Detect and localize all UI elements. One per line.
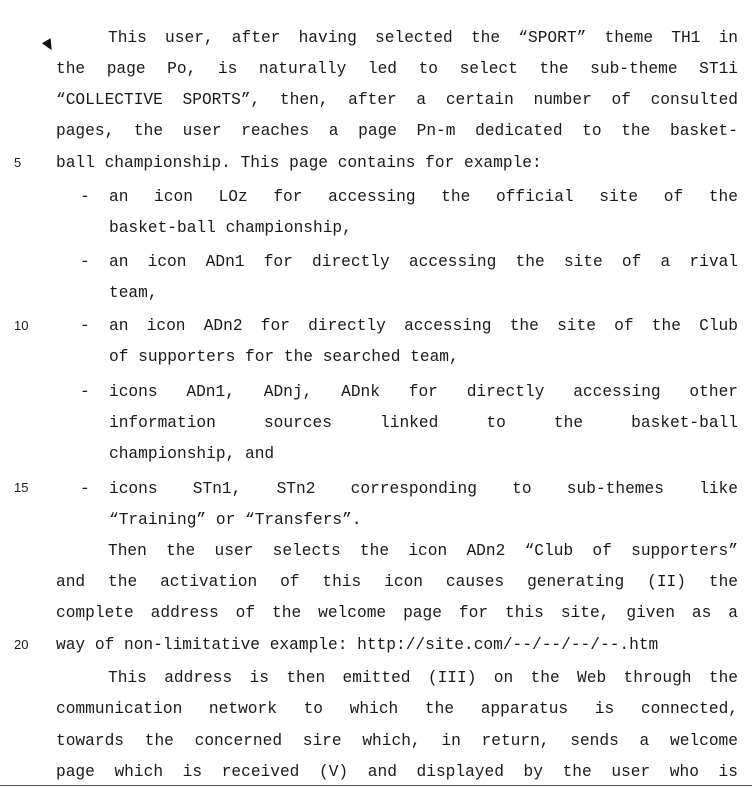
text-line: towards the concerned sire which, in return, sends a welcome	[56, 732, 738, 750]
bullet-text-line: icons ADn1, ADnj, ADnk for directly accessing other	[109, 383, 738, 401]
bullet-text-line: an icon ADn1 for directly accessing the site of a rival	[109, 253, 738, 271]
text-line: Then the user selects the icon ADn2 “Club of supporters”	[108, 542, 738, 560]
scan-speck-mark	[42, 38, 56, 53]
bullet-text-line: of supporters for the searched team,	[109, 348, 459, 366]
line-number: 15	[14, 480, 29, 495]
bullet-text-line: basket-ball championship,	[109, 219, 352, 237]
text-line: the page Po, is naturally led to select the sub-theme ST1i	[56, 60, 738, 78]
text-line: way of non-limitative example: http://site.com/--/--/--/--.htm	[56, 636, 659, 654]
line-number: 10	[14, 318, 29, 333]
bullet-text-line: “Training” or “Transfers”.	[109, 511, 362, 529]
text-line: pages, the user reaches a page Pn-m dedicated to the basket-	[56, 122, 738, 140]
page-bottom-edge	[0, 785, 752, 786]
text-line: ball championship. This page contains for example:	[56, 154, 542, 172]
bullet-text-line: championship, and	[109, 445, 275, 463]
bullet-dash: -	[80, 480, 90, 498]
text-line: “COLLECTIVE SPORTS”, then, after a certain number of consulted	[56, 91, 738, 109]
line-number: 20	[14, 637, 29, 652]
bullet-text-line: an icon ADn2 for directly accessing the site of the Club	[109, 317, 738, 335]
text-line: communication network to which the apparatus is connected,	[56, 700, 738, 718]
bullet-text-line: information sources linked to the basket-ball	[109, 414, 738, 432]
bullet-text-line: icons STn1, STn2 corresponding to sub-themes like	[109, 480, 738, 498]
text-line: This user, after having selected the “SPORT” theme TH1 in	[108, 29, 738, 47]
text-line: page which is received (V) and displayed by the user who is	[56, 763, 738, 781]
bullet-dash: -	[80, 383, 90, 401]
bullet-dash: -	[80, 253, 90, 271]
bullet-dash: -	[80, 317, 90, 335]
text-line: complete address of the welcome page for this site, given as a	[56, 604, 738, 622]
line-number: 5	[14, 155, 22, 170]
bullet-dash: -	[80, 188, 90, 206]
text-line: and the activation of this icon causes generating (II) the	[56, 573, 738, 591]
bullet-text-line: an icon LOz for accessing the official site of the	[109, 188, 738, 206]
bullet-text-line: team,	[109, 284, 158, 302]
text-line: This address is then emitted (III) on the Web through the	[108, 669, 738, 687]
